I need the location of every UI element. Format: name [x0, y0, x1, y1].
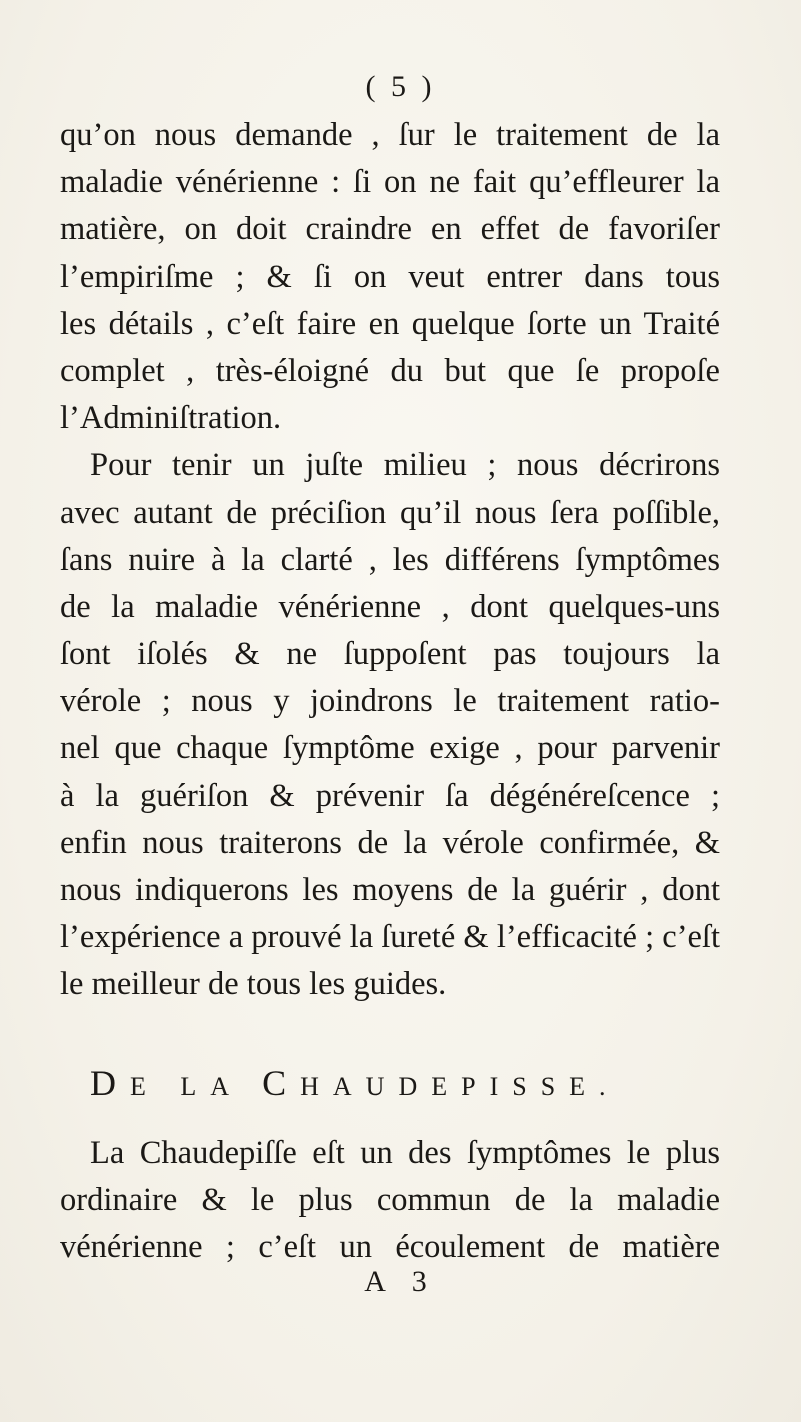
text-line: matière, on doit craindre en effet de favoriſer [60, 211, 720, 248]
text-line: l’empiriſme ; & ſi on veut entrer dans tous [60, 258, 720, 295]
text-line: à la guériſon & prévenir ſa dégénéreſcence ; [60, 777, 720, 814]
text-line: La Chaudepiſſe eſt un des ſymptômes le plus [90, 1135, 720, 1171]
text-line: nel que chaque ſymptôme exige , pour parvenir [60, 730, 720, 767]
paragraph-intro [60, 112, 720, 442]
text-line: enfin nous traiterons de la vérole confirmée, & [60, 824, 720, 861]
text-line: l’expérience a prouvé la ſureté & l’efficacité ; c’eſt [60, 919, 720, 956]
text-body [60, 112, 720, 1009]
text-line: les détails , c’eſt faire en quelque ſorte un Traité [60, 305, 720, 342]
text-line: avec autant de préciſion qu’il nous ſera poſſible, [60, 494, 720, 531]
text-line: maladie vénérienne : ſi on ne fait qu’effleurer la [60, 164, 720, 201]
heading-initial: D [90, 1063, 130, 1103]
text-line: qu’on nous demande , ſur le traitement de la [60, 117, 720, 153]
text-line: ſans nuire à la clarté , les différens ſymptômes [60, 541, 720, 578]
text-line: Pour tenir un juſte milieu ; nous décrirons [90, 447, 720, 484]
text-line: l’Adminiſtration. [60, 400, 282, 437]
text-line: nous indiquerons les moyens de la guérir , dont [60, 872, 720, 908]
section-heading [90, 1063, 720, 1107]
heading-part: E LA [130, 1072, 263, 1101]
text-line: ordinaire & le plus commun de la maladie [60, 1182, 720, 1219]
paragraph-third [60, 1130, 720, 1272]
text-line: vérole ; nous y joindrons le traitement ratio- [60, 683, 720, 720]
paragraph-second [60, 442, 720, 1008]
page-number: ( 5 ) [365, 70, 436, 103]
heading-initial-2: C [262, 1063, 301, 1103]
text-line: ſont iſolés & ne ſuppoſent pas toujours la [60, 636, 720, 673]
signature-mark: A 3 [364, 1265, 437, 1298]
text-line: de la maladie vénérienne , dont quelques-uns [60, 588, 720, 625]
heading-part-2: HAUDEPISSE. [300, 1072, 620, 1101]
text-line: vénérienne ; c’eſt un écoulement de matière [60, 1229, 720, 1266]
text-line: complet , très-éloigné du but que ſe propoſe [60, 352, 720, 389]
text-line: le meilleur de tous les guides. [60, 966, 447, 1003]
